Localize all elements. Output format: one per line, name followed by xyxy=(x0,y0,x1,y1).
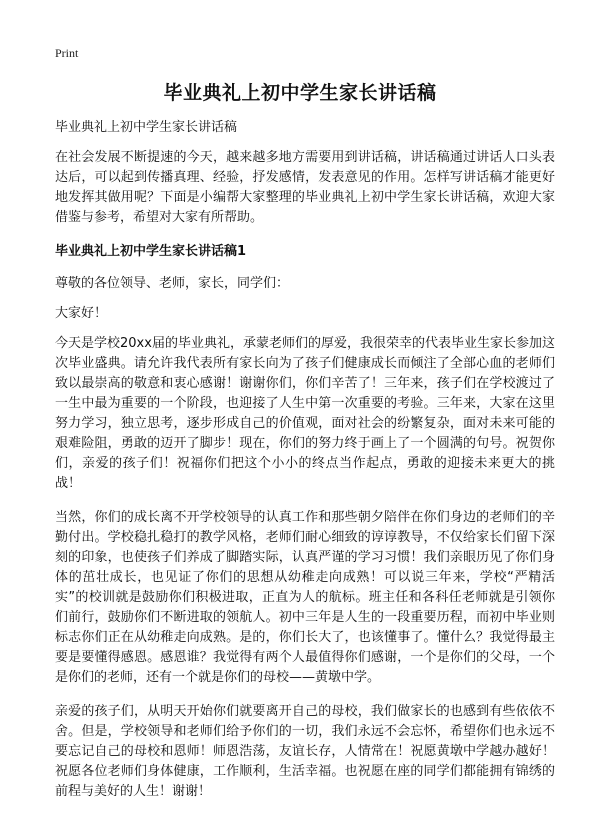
speech-paragraph-1: 今天是学校20xx届的毕业典礼，承蒙老师们的厚爱，我很荣幸的代表毕业生家长参加这次毕业盛典。请允许我代表所有家长向为了孩子们健康成长而倾注了全部心血的老师们致以最崇高的敬意和衷心感谢！谢谢你们，你们辛苦了！三年来，孩子们在学校渡过了一生中最为重要的一个阶段，也迎接了人生中第一次重要的考验。三年来，大家在这里努力学习，独立思考，逐步形成自己的价值观，面对社会的纷繁复杂，面对未来可能的艰难险阻，勇敢的迈开了脚步！现在，你们的努力终于画上了一个圆满的句号。祝贺你们，亲爱的孩子们！祝福你们把这个小小的终点当作起点，勇敢的迎接未来更大的挑战！ xyxy=(55,336,555,491)
section-heading: 毕业典礼上初中学生家长讲话稿1 xyxy=(55,244,247,259)
document-subtitle: 毕业典礼上初中学生家长讲话稿 xyxy=(55,120,238,135)
page-title: 毕业典礼上初中学生家长讲话稿 xyxy=(163,82,437,104)
greeting-line: 尊敬的各位领导、老师，家长，同学们： xyxy=(55,276,290,291)
speech-paragraph-2: 当然，你们的成长离不开学校领导的认真工作和那些朝夕陪伴在你们身边的老师们的辛勤付出。学校稳扎稳打的教学风格，老师们耐心细致的谆谆教导，不仅给家长们留下深刻的印象，也使孩子们养成了脚踏实际，认真严谨的学习习惯！我们亲眼历见了你们身体的茁壮成长，也见证了你们的思想从幼稚走向成熟！可以说三年来，学校“严精活实”的校训就是鼓励你们积极进取，正直为人的航标。班主任和各科任老师就是引领你们前行，鼓励你们不断进取的领航人。初中三年是人生的一段重要历程，而初中毕业则标志你们正在从幼稚走向成熟。是的，你们长大了，也该懂事了。懂什么？我觉得最主要是要懂得感恩。感恩谁？我觉得有两个人最值得你们感谢，一个是你们的父母，一个是你们的老师，还有一个就是你们的母校——黄墩中学。 xyxy=(55,510,555,685)
document-body xyxy=(55,118,555,802)
intro-paragraph: 在社会发展不断提速的今天，越来越多地方需要用到讲话稿，讲话稿通过讲话人口头表达后，可以起到传播真理、经验，抒发感情，发表意见的作用。怎样写讲话稿才能更好地发挥其做用呢？下面是小编帮大家整理的毕业典礼上初中学生家长讲话稿，欢迎大家借鉴与参考，希望对大家有所帮助。 xyxy=(55,150,555,225)
salutation-line: 大家好！ xyxy=(55,306,108,321)
print-link[interactable]: Print xyxy=(55,46,79,60)
speech-paragraph-3: 亲爱的孩子们，从明天开始你们就要离开自己的母校，我们做家长的也感到有些依依不舍。但是，学校领导和老师们给予你们的一切，我们永远不会忘怀，希望你们也永远不要忘记自己的母校和恩师！师恩浩荡，友谊长存，人情常在！祝愿黄墩中学越办越好！祝愿各位老师们身体健康，工作顺利，生活幸福。也祝愿在座的同学们都能拥有锦绣的前程与美好的人生！谢谢！ xyxy=(55,704,555,799)
